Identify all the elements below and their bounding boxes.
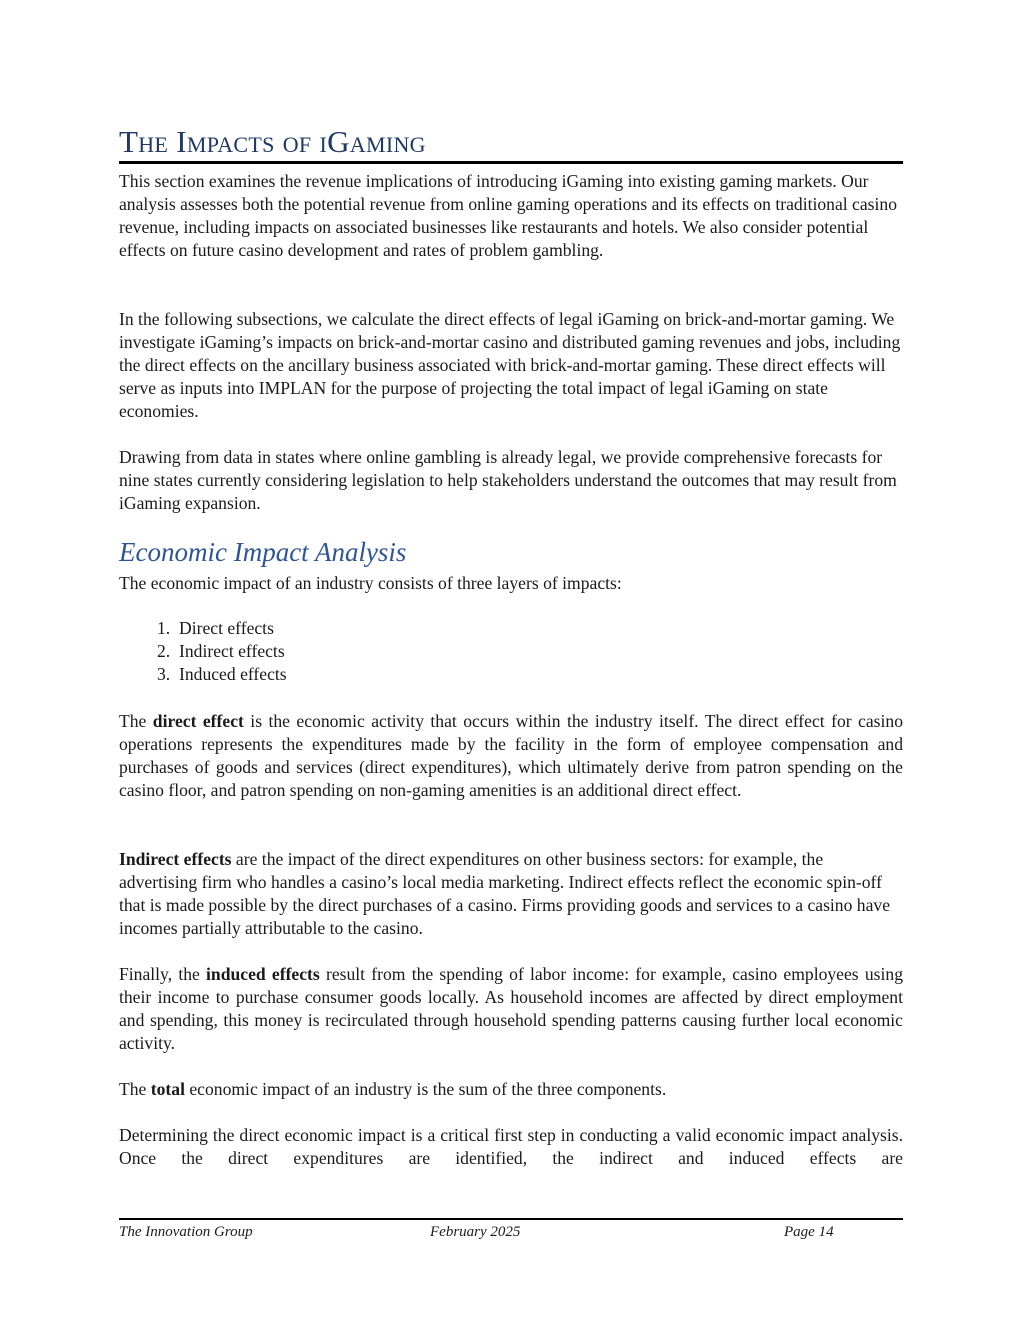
footer-company: The Innovation Group	[119, 1224, 253, 1240]
direct-post: is the economic activity that occurs within the industry itself. The direct effect for casino operations represents the expenditures made by the facility in the form of employee compensation and purchases of goods and services (direct expenditures), which ultimately derive from patron spending on the casino floor, and patron spending on non-gaming amenities is an additional direct effect.	[119, 711, 903, 800]
total-pre: The	[119, 1079, 151, 1099]
total-bold: total	[150, 1079, 185, 1099]
heading-rule	[119, 161, 903, 164]
section-lead: The economic impact of an industry consists of three layers of impacts:	[119, 573, 622, 593]
footer-rule	[119, 1218, 903, 1220]
footer-date: February 2025	[430, 1224, 521, 1240]
indirect-post: are the impact of the direct expenditures on other business sectors: for example, the advertising firm who handles a casino’s local media marketing. Indirect effects reflect the economic spin-off that is made possible by the direct purchases of a casino. Firms providing goods and services to a casino have incomes partially attributable to the casino.	[119, 849, 891, 938]
section-heading: Economic Impact Analysis	[119, 537, 407, 567]
direct-pre: The	[119, 711, 153, 731]
intro-paragraph-1: This section examines the revenue implications of introducing iGaming into existing gaming markets. Our analysis assesses both the potential revenue from online gaming operations and its effects on traditional casino revenue, including impacts on associated businesses like restaurants and hotels. We also consider potential effects on future casino development and rates of problem gambling.	[119, 171, 897, 260]
closing-paragraph: Determining the direct economic impact is a critical first step in conducting a valid economic impact analysis. Once the direct expenditures are identified, the indirect and induced effects are	[119, 1125, 903, 1168]
induced-post: result from the spending of labor income: for example, casino employees using their income to purchase consumer goods locally. As household incomes are affected by direct employment and spending, this money is recirculated through household spending patterns causing further local economic activity.	[119, 964, 903, 1053]
indirect-bold: Indirect effects	[119, 849, 232, 869]
total-post: economic impact of an industry is the sum of the three components.	[184, 1079, 667, 1099]
direct-effect-paragraph	[119, 710, 903, 802]
list-item: 1. Direct effects	[179, 617, 879, 640]
effects-list	[119, 617, 879, 686]
direct-bold: direct effect	[152, 711, 244, 731]
induced-pre: Finally, the	[119, 964, 207, 984]
intro-paragraph-3: Drawing from data in states where online gambling is already legal, we provide comprehensive forecasts for nine states currently considering legislation to help stakeholders understand the outcomes that may result from iGaming expansion.	[119, 447, 897, 513]
list-item: 3. Induced effects	[179, 663, 879, 686]
total-effect-paragraph	[119, 1078, 903, 1101]
induced-effect-paragraph	[119, 963, 903, 1055]
list-item: 2. Indirect effects	[179, 640, 879, 663]
page-heading: The Impacts of iGaming	[119, 124, 426, 159]
intro-paragraph-2: In the following subsections, we calculate the direct effects of legal iGaming on brick-and-mortar gaming. We investigate iGaming’s impacts on brick-and-mortar casino and distributed gaming revenues and jobs, including the direct effects on the ancillary business associated with brick-and-mortar gaming. These direct effects will serve as inputs into IMPLAN for the purpose of projecting the total impact of legal iGaming on state economies.	[119, 309, 901, 421]
indirect-effect-paragraph	[119, 848, 903, 940]
footer-page-number: Page 14	[784, 1224, 834, 1240]
induced-bold: induced effects	[206, 964, 320, 984]
